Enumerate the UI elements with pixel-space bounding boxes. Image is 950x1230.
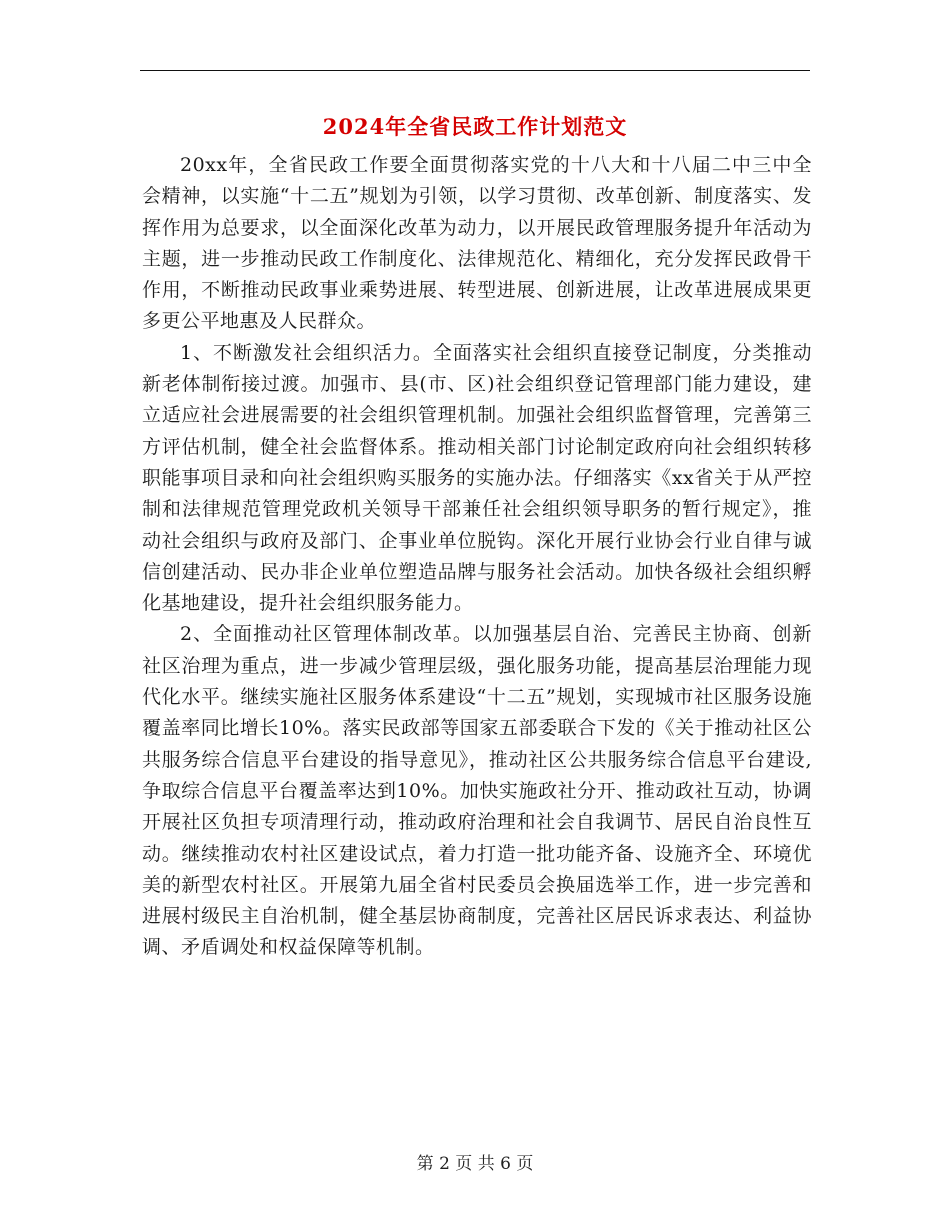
paragraph-intro: 20xx年，全省民政工作要全面贯彻落实党的十八大和十八届二中三中全会精神，以实施“十二五”规划为引领，以学习贯彻、改革创新、制度落实、发挥作用为总要求，以全面深化改革为动力，以开展民政管理服务提升年活动为主题，进一步推动民政工作制度化、法律规范化、精细化，充分发挥民政骨干作用，不断推动民政事业乘势进展、转型进展、创新进展，让改革进展成果更多更公平地惠及人民群众。 [142, 154, 812, 333]
header-rule [140, 70, 810, 71]
document-body [142, 150, 812, 964]
paragraph-section-1: 1、不断激发社会组织活力。全面落实社会组织直接登记制度，分类推动新老体制衔接过渡。加强市、县(市、区)社会组织登记管理部门能力建设，建立适应社会进展需要的社会组织管理机制。加强社会组织监督管理，完善第三方评估机制，健全社会监督体系。推动相关部门讨论制定政府向社会组织转移职能事项目录和向社会组织购买服务的实施办法。仔细落实《xx省关于从严控制和法律规范管理党政机关领导干部兼任社会组织领导职务的暂行规定》，推动社会组织与政府及部门、企事业单位脱钩。深化开展行业协会行业自律与诚信创建活动、民办非企业单位塑造品牌与服务社会活动。加快各级社会组织孵化基地建设，提升社会组织服务能力。 [142, 341, 812, 615]
document-title: 2024年全省民政工作计划范文 [322, 114, 628, 139]
page-number-footer: 第 2 页 共 6 页 [416, 1154, 534, 1174]
paragraph-section-2: 2、全面推动社区管理体制改革。以加强基层自治、完善民主协商、创新社区治理为重点，进一步减少管理层级，强化服务功能，提高基层治理能力现代化水平。继续实施社区服务体系建设“十二五”规划，实现城市社区服务设施覆盖率同比增长10%。落实民政部等国家五部委联合下发的《关于推动社区公共服务综合信息平台建设的指导意见》，推动社区公共服务综合信息平台建设,争取综合信息平台覆盖率达到10%。加快实施政社分开、推动政社互动，协调开展社区负担专项清理行动，推动政府治理和社会自我调节、居民自治良性互动。继续推动农村社区建设试点，着力打造一批功能齐备、设施齐全、环境优美的新型农村社区。开展第九届全省村民委员会换届选举工作，进一步完善和进展村级民主自治机制，健全基层协商制度，完善社区居民诉求表达、利益协调、矛盾调处和权益保障等机制。 [142, 623, 812, 959]
